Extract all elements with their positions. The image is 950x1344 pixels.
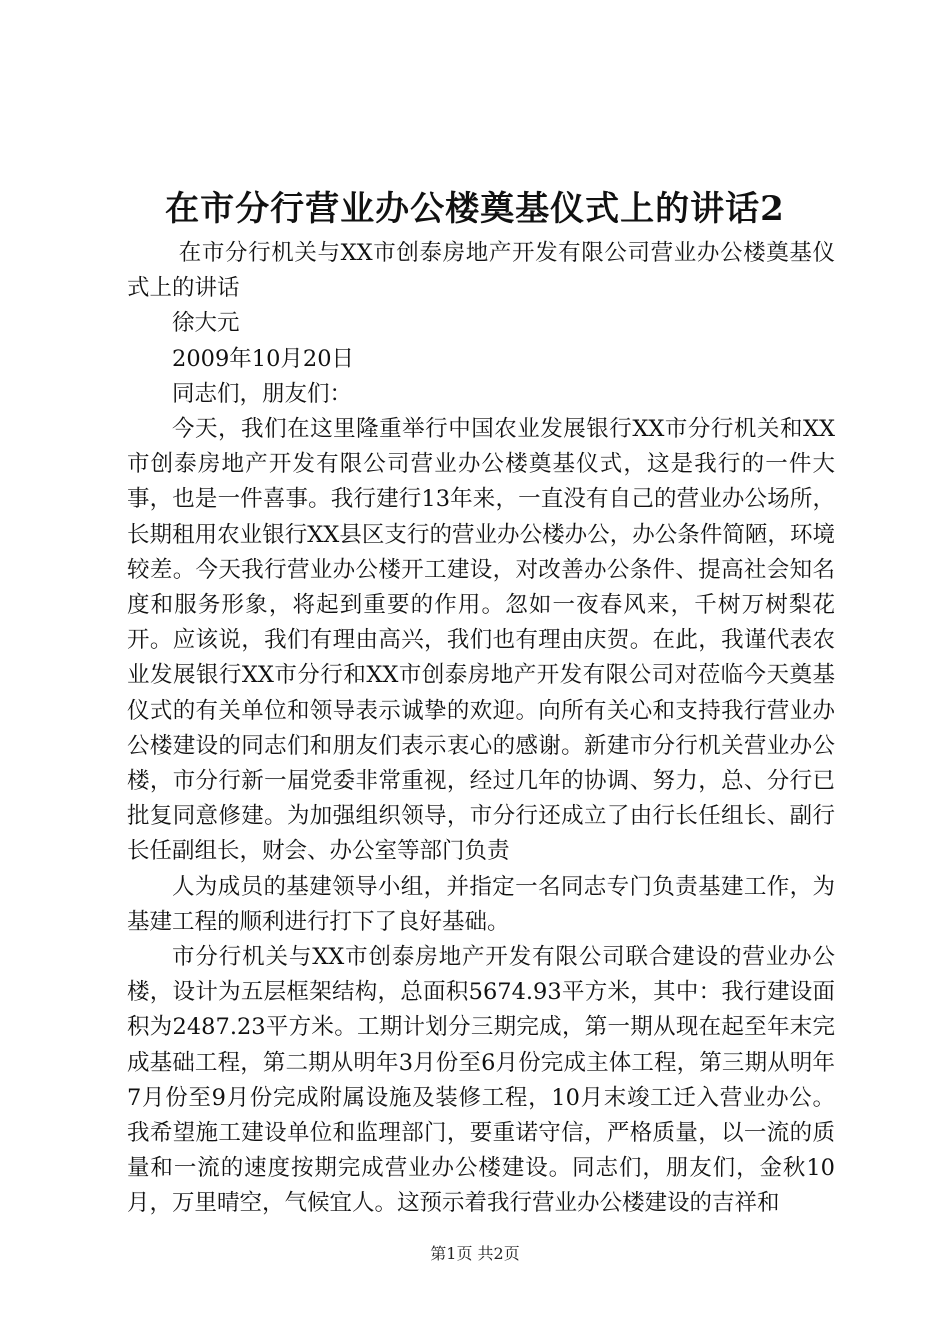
body-paragraph: 今天，我们在这里隆重举行中国农业发展银行XX市分行机关和XX市创泰房地产开发有限公司营业办公楼奠基仪式，这是我行的一件大事，也是一件喜事。我行建行13年来，一直没有自己的营业办公场所，长期租用农业银行XX县区支行的营业办公楼办公，办公条件简陋，环境较差。今天我行营业办公楼开工建设，对改善办公条件、提高社会知名度和服务形象，将起到重要的作用。忽如一夜春风来，千树万树梨花开。应该说，我们有理由高兴，我们也有理由庆贺。在此，我谨代表农业发展银行XX市分行和XX市创泰房地产开发有限公司对莅临今天奠基仪式的有关单位和领导表示诚挚的欢迎。向所有关心和支持我行营业办公楼建设的同志们和朋友们表示衷心的感谢。新建市分行机关营业办公楼，市分行新一届党委非常重视，经过几年的协调、努力，总、分行已批复同意修建。为加强组织领导，市分行还成立了由行长任组长、副行长任副组长，财会、办公室等部门负责 xyxy=(127,416,835,865)
salutation: 同志们，朋友们： xyxy=(172,380,353,407)
speech-heading: 在市分行机关与XX市创泰房地产开发有限公司营业办公楼奠基仪式上的讲话 xyxy=(127,240,835,302)
body-paragraph: 市分行机关与XX市创泰房地产开发有限公司联合建设的营业办公楼，设计为五层框架结构，总面积5674.93平方米，其中：我行建设面积为2487.23平方米。工期计划分三期完成，第一期从现在起至年末完成基础工程，第二期从明年3月份至6月份完成主体工程，第三期从明年7月份至9月份完成附属设施及装修工程，10月末竣工迁入营业办公。我希望施工建设单位和监理部门，要重诺守信，严格质量，以一流的质量和一流的速度按期完成营业办公楼建设。同志们，朋友们，金秋10月，万里晴空，气候宜人。这预示着我行营业办公楼建设的吉祥和 xyxy=(127,944,835,1217)
document-body xyxy=(127,236,835,1222)
page-footer: 第1页 共2页 xyxy=(430,1244,520,1263)
speaker-name: 徐大元 xyxy=(172,310,240,337)
body-paragraph: 人为成员的基建领导小组，并指定一名同志专门负责基建工作，为基建工程的顺利进行打下了良好基础。 xyxy=(127,873,835,935)
speech-date: 2009年10月20日 xyxy=(172,345,355,372)
document-title: 在市分行营业办公楼奠基仪式上的讲话2 xyxy=(165,189,785,229)
